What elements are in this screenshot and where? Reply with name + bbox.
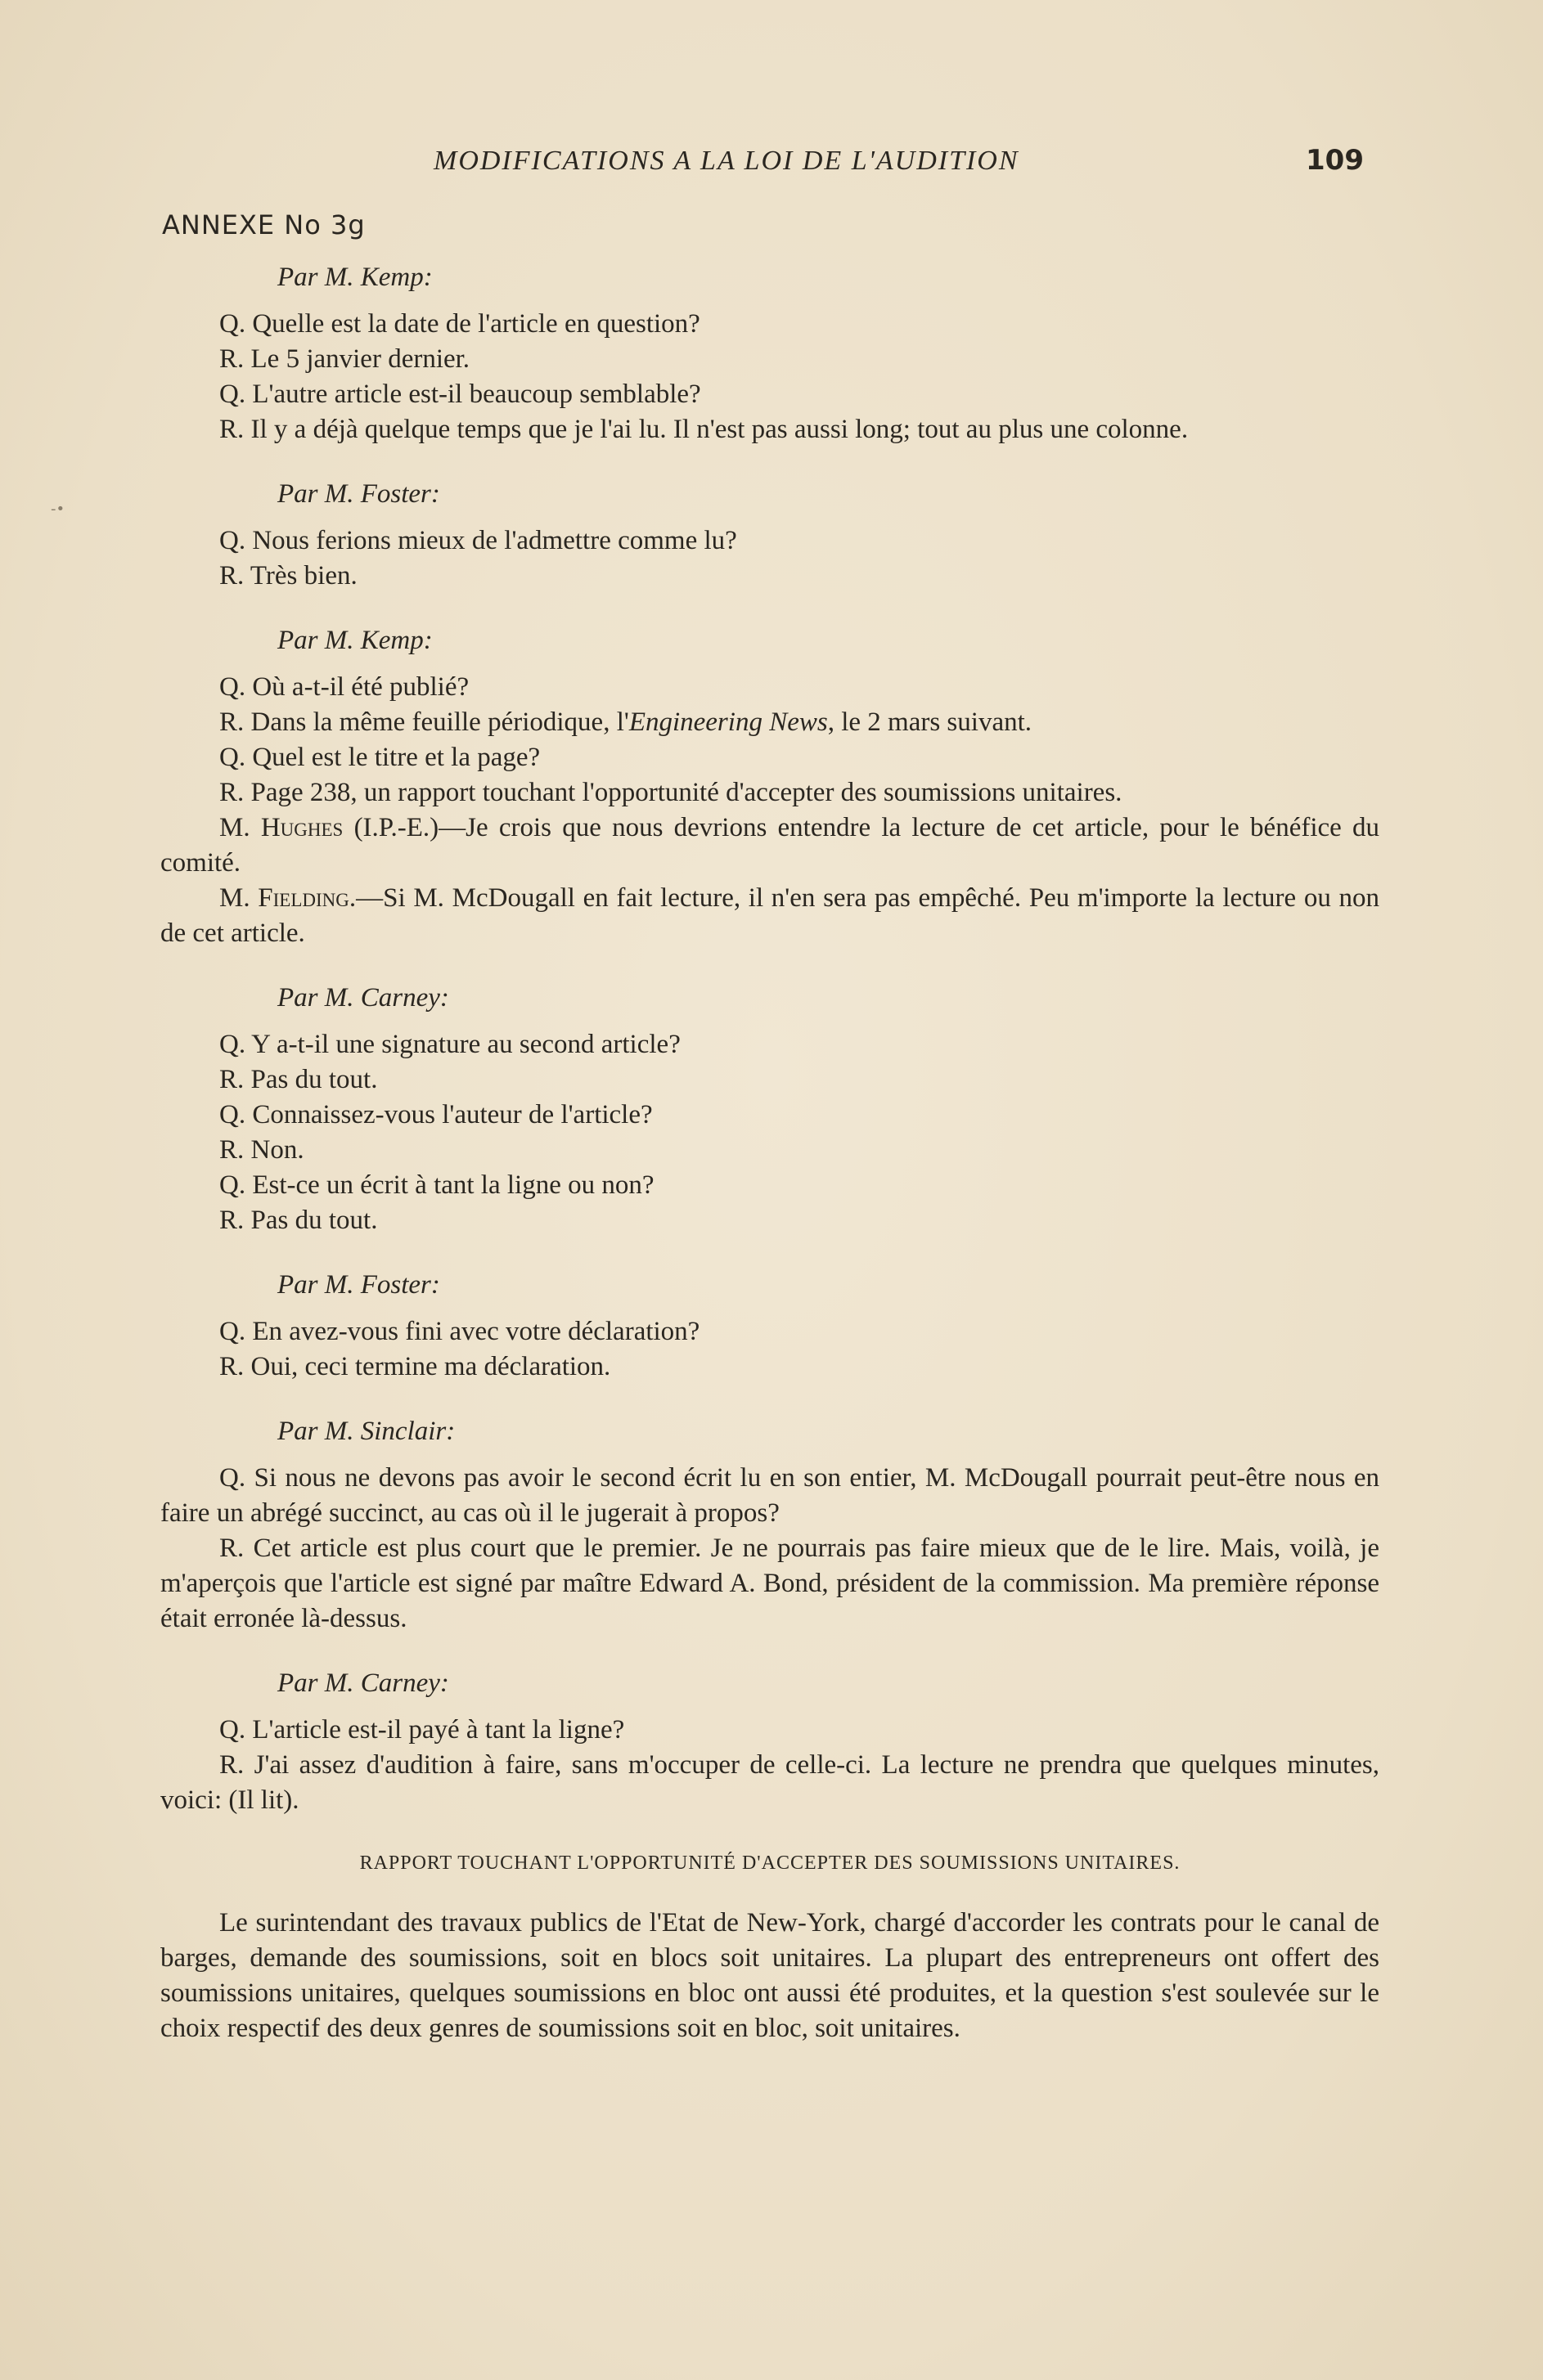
speaker-heading: Par M. Foster: (277, 479, 440, 509)
qa-text: Oui, ceci termine ma déclaration. (250, 1352, 611, 1381)
report-paragraph: Le surintendant des travaux publics de l'Etat de New-York, chargé d'accorder les contrats pour le canal de barges, demande des soumissions, soit en blocs soit unitaires. La plupart des entrepreneurs ont offert des soumissions unitaires, quelques soumissions en bloc ont aussi été produites, et la question s'est soulevée sur le choix respectif des deux genres de soumissions soit en bloc, soit unitaires. (160, 1908, 1379, 2043)
qa-line (160, 1314, 1379, 1349)
qa-label: Q. (219, 1317, 246, 1346)
qa-line (160, 559, 1379, 594)
speaker-heading: Par M. Kemp: (277, 263, 433, 292)
qa-text: Non. (250, 1135, 304, 1165)
qa-text: Il y a déjà quelque temps que je l'ai lu. Il n'est pas aussi long; tout au plus une colonne. (250, 415, 1189, 444)
qa-text: L'article est-il payé à tant la ligne? (252, 1715, 625, 1745)
qa-label: Q. (219, 526, 246, 555)
qa-label: Q. (219, 743, 246, 772)
qa-text: Page 238, un rapport touchant l'opportunité d'accepter des soumissions unitaires. (250, 778, 1122, 807)
qa-text: .—Si M. McDougall en fait lecture, il n'en sera pas empêché. Peu m'importe la lecture ou non de cet article. (160, 883, 1379, 948)
qa-label: R. (219, 778, 245, 807)
section-title: RAPPORT TOUCHANT L'OPPORTUNITÉ D'ACCEPTER DES SOUMISSIONS UNITAIRES. (359, 1852, 1181, 1874)
qa-line (160, 705, 1379, 740)
qa-text: Où a-t-il été publié? (252, 672, 470, 702)
qa-text: Si nous ne devons pas avoir le second écrit lu en son entier, M. McDougall pourrait peut-être nous en faire un abrégé succinct, au cas où il le jugerait à propos? (160, 1463, 1379, 1528)
member-name: Fielding (258, 883, 349, 913)
speaker-heading: Par M. Carney: (277, 1668, 449, 1698)
qa-label: Q. (219, 1715, 246, 1745)
qa-text: Le 5 janvier dernier. (250, 344, 470, 374)
qa-line (160, 1098, 1379, 1133)
qa-label: Q. (219, 672, 246, 702)
qa-line (160, 1531, 1379, 1637)
qa-line (160, 670, 1379, 705)
qa-text: Cet article est plus court que le premier. Je ne pourrais pas faire mieux que de le lire. Mais, voilà, je m'aperçois que l'article est signé par maître Edward A. Bond, président de la commission. Ma première réponse était erronée là-dessus. (160, 1534, 1380, 1633)
qa-text: Nous ferions mieux de l'admettre comme lu? (252, 526, 737, 555)
qa-line (160, 307, 1379, 342)
qa-line (160, 1461, 1379, 1531)
qa-line (160, 1027, 1379, 1062)
qa-text: , le 2 mars suivant. (827, 707, 1032, 737)
qa-line (160, 1748, 1379, 1818)
document-body (160, 260, 1379, 2046)
qa-line (160, 1203, 1379, 1238)
qa-label: R. (219, 707, 245, 737)
qa-text: Très bien. (250, 561, 358, 591)
speaker-heading: Par M. Foster: (277, 1270, 440, 1300)
qa-text: Quel est le titre et la page? (252, 743, 541, 772)
qa-line (160, 523, 1379, 559)
qa-label: R. (219, 1065, 245, 1094)
qa-label: R. (219, 561, 245, 591)
running-header: MODIFICATIONS A LA LOI DE L'AUDITION (434, 146, 1019, 176)
qa-label: Q. (219, 1170, 246, 1200)
annexe-label: ANNEXE No 3g (162, 209, 366, 240)
publication-title: Engineering News (628, 707, 828, 737)
qa-label: R. (219, 344, 245, 374)
qa-line (160, 1133, 1379, 1168)
qa-line (160, 1349, 1379, 1385)
speaker-heading: Par M. Sinclair: (277, 1417, 456, 1446)
qa-line (160, 377, 1379, 412)
qa-label: Q. (219, 1100, 246, 1129)
qa-label: Q. (219, 1463, 246, 1493)
scan-mark: -• (51, 501, 65, 518)
qa-label: Q. (219, 309, 246, 339)
qa-text: J'ai assez d'audition à faire, sans m'occuper de celle-ci. La lecture ne prendra que quelques minutes, voici: (Il lit). (160, 1750, 1380, 1815)
qa-line (160, 342, 1379, 377)
qa-line (160, 775, 1379, 811)
qa-label: R. (219, 1206, 245, 1235)
qa-text: (I.P.-E.)—Je crois que nous devrions entendre la lecture de cet article, pour le bénéfice du comité. (160, 813, 1380, 878)
page-number: 109 (1306, 144, 1364, 177)
qa-label: R. (219, 1135, 245, 1165)
qa-text: En avez-vous fini avec votre déclaration? (252, 1317, 700, 1346)
speaker-heading: Par M. Carney: (277, 983, 449, 1013)
qa-label: Q. (219, 1030, 246, 1059)
qa-label: R. (219, 1750, 245, 1780)
qa-text: Dans la même feuille périodique, l' (250, 707, 629, 737)
qa-line (160, 740, 1379, 775)
qa-label: R. (219, 1352, 245, 1381)
member-name: Hughes (260, 813, 344, 842)
qa-line (160, 412, 1379, 447)
qa-text: Est-ce un écrit à tant la ligne ou non? (252, 1170, 655, 1200)
qa-text: Connaissez-vous l'auteur de l'article? (252, 1100, 653, 1129)
qa-text: Y a-t-il une signature au second article? (251, 1030, 681, 1059)
member-remark (160, 811, 1379, 881)
qa-label: M. (219, 883, 250, 913)
qa-label: Q. (219, 379, 246, 409)
qa-line (160, 1713, 1379, 1748)
qa-label: R. (219, 415, 245, 444)
speaker-heading: Par M. Kemp: (277, 626, 433, 655)
qa-label: M. (219, 813, 250, 842)
qa-text: L'autre article est-il beaucoup semblable? (252, 379, 701, 409)
qa-text: Pas du tout. (250, 1206, 378, 1235)
qa-line (160, 1062, 1379, 1098)
qa-label: R. (219, 1534, 245, 1563)
qa-line (160, 1168, 1379, 1203)
qa-text: Quelle est la date de l'article en question? (252, 309, 700, 339)
qa-text: Pas du tout. (250, 1065, 378, 1094)
member-remark (160, 881, 1379, 951)
